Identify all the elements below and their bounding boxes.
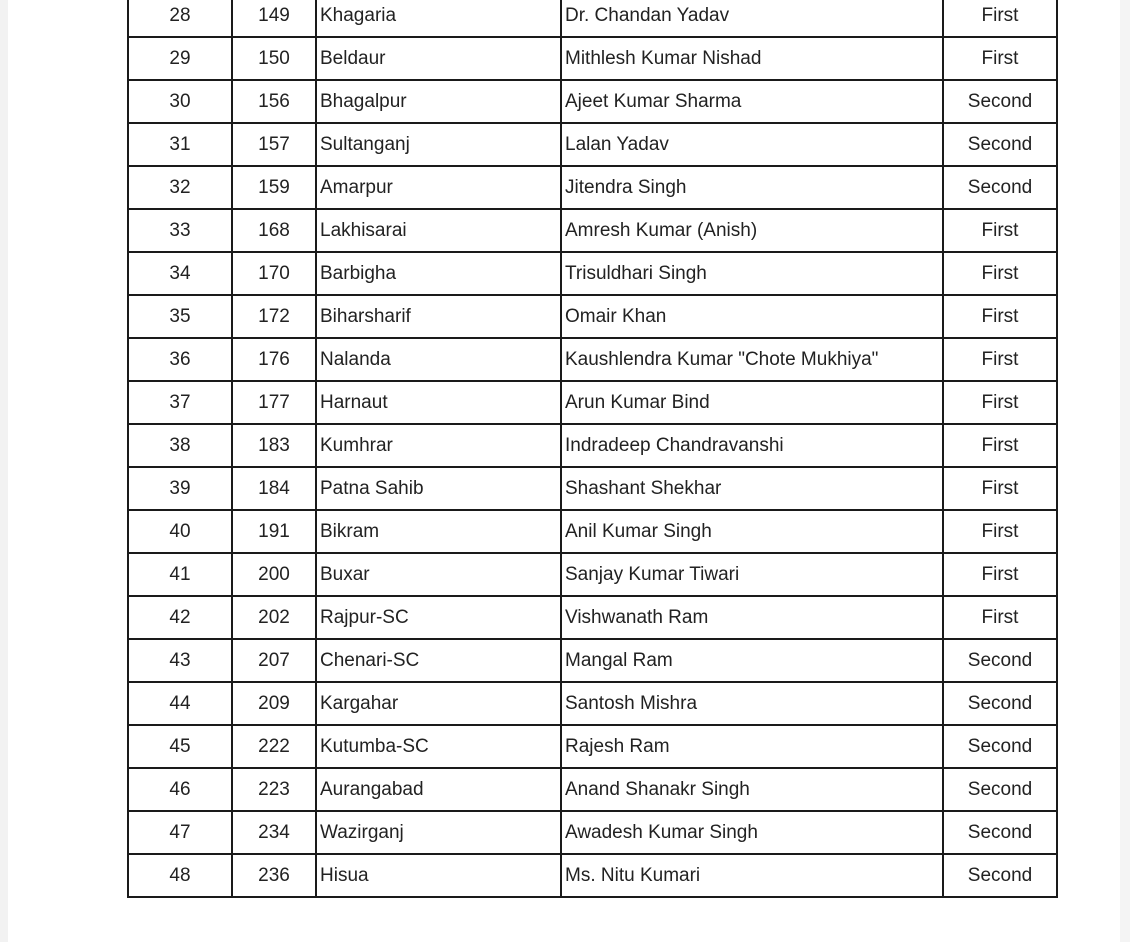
constituency-number-cell: 149: [232, 0, 316, 37]
candidate-name-cell: Sanjay Kumar Tiwari: [561, 553, 943, 596]
constituency-name-cell: Kargahar: [316, 682, 561, 725]
constituency-name-cell: Chenari-SC: [316, 639, 561, 682]
constituency-name-cell: Kumhrar: [316, 424, 561, 467]
table-body: [128, 0, 1057, 897]
serial-number-cell: 36: [128, 338, 232, 381]
candidate-name-cell: Anil Kumar Singh: [561, 510, 943, 553]
constituency-number-cell: 159: [232, 166, 316, 209]
table-row: [128, 166, 1057, 209]
phase-cell: First: [943, 424, 1057, 467]
constituency-number-cell: 223: [232, 768, 316, 811]
phase-cell: First: [943, 596, 1057, 639]
serial-number-cell: 37: [128, 381, 232, 424]
phase-cell: First: [943, 209, 1057, 252]
serial-number-cell: 46: [128, 768, 232, 811]
candidate-name-cell: Indradeep Chandravanshi: [561, 424, 943, 467]
constituency-name-cell: Patna Sahib: [316, 467, 561, 510]
phase-cell: Second: [943, 166, 1057, 209]
phase-cell: First: [943, 37, 1057, 80]
candidate-list-table: [127, 0, 1058, 898]
candidate-name-cell: Ms. Nitu Kumari: [561, 854, 943, 897]
phase-cell: First: [943, 295, 1057, 338]
constituency-number-cell: 157: [232, 123, 316, 166]
table-row: [128, 209, 1057, 252]
serial-number-cell: 41: [128, 553, 232, 596]
candidate-name-cell: Kaushlendra Kumar "Chote Mukhiya": [561, 338, 943, 381]
phase-cell: Second: [943, 682, 1057, 725]
table-row: [128, 811, 1057, 854]
constituency-name-cell: Aurangabad: [316, 768, 561, 811]
phase-cell: First: [943, 467, 1057, 510]
serial-number-cell: 34: [128, 252, 232, 295]
constituency-number-cell: 172: [232, 295, 316, 338]
table-row: [128, 596, 1057, 639]
constituency-number-cell: 209: [232, 682, 316, 725]
constituency-name-cell: Amarpur: [316, 166, 561, 209]
serial-number-cell: 33: [128, 209, 232, 252]
table-row: [128, 725, 1057, 768]
phase-cell: Second: [943, 80, 1057, 123]
phase-cell: First: [943, 381, 1057, 424]
constituency-name-cell: Harnaut: [316, 381, 561, 424]
constituency-name-cell: Barbigha: [316, 252, 561, 295]
serial-number-cell: 42: [128, 596, 232, 639]
phase-cell: Second: [943, 725, 1057, 768]
constituency-number-cell: 236: [232, 854, 316, 897]
candidate-name-cell: Dr. Chandan Yadav: [561, 0, 943, 37]
phase-cell: First: [943, 338, 1057, 381]
table-row: [128, 553, 1057, 596]
candidate-name-cell: Vishwanath Ram: [561, 596, 943, 639]
constituency-number-cell: 170: [232, 252, 316, 295]
constituency-name-cell: Nalanda: [316, 338, 561, 381]
table-row: [128, 768, 1057, 811]
table-row: [128, 510, 1057, 553]
candidate-name-cell: Amresh Kumar (Anish): [561, 209, 943, 252]
serial-number-cell: 48: [128, 854, 232, 897]
constituency-name-cell: Kutumba-SC: [316, 725, 561, 768]
constituency-name-cell: Buxar: [316, 553, 561, 596]
phase-cell: Second: [943, 811, 1057, 854]
page-edge-left: [0, 0, 8, 942]
constituency-number-cell: 168: [232, 209, 316, 252]
candidate-name-cell: Rajesh Ram: [561, 725, 943, 768]
constituency-number-cell: 200: [232, 553, 316, 596]
constituency-name-cell: Sultanganj: [316, 123, 561, 166]
table-row: [128, 252, 1057, 295]
constituency-number-cell: 191: [232, 510, 316, 553]
candidate-name-cell: Anand Shanakr Singh: [561, 768, 943, 811]
constituency-name-cell: Lakhisarai: [316, 209, 561, 252]
serial-number-cell: 45: [128, 725, 232, 768]
serial-number-cell: 38: [128, 424, 232, 467]
constituency-number-cell: 150: [232, 37, 316, 80]
phase-cell: First: [943, 0, 1057, 37]
constituency-number-cell: 156: [232, 80, 316, 123]
serial-number-cell: 30: [128, 80, 232, 123]
constituency-name-cell: Biharsharif: [316, 295, 561, 338]
page-edge-right: [1120, 0, 1130, 942]
constituency-name-cell: Wazirganj: [316, 811, 561, 854]
table-row: [128, 854, 1057, 897]
constituency-name-cell: Beldaur: [316, 37, 561, 80]
constituency-name-cell: Bhagalpur: [316, 80, 561, 123]
serial-number-cell: 39: [128, 467, 232, 510]
table-row: [128, 639, 1057, 682]
constituency-number-cell: 222: [232, 725, 316, 768]
constituency-name-cell: Bikram: [316, 510, 561, 553]
serial-number-cell: 31: [128, 123, 232, 166]
table-row: [128, 338, 1057, 381]
serial-number-cell: 35: [128, 295, 232, 338]
constituency-name-cell: Rajpur-SC: [316, 596, 561, 639]
table-row: [128, 80, 1057, 123]
candidate-name-cell: Mangal Ram: [561, 639, 943, 682]
table-row: [128, 0, 1057, 37]
candidate-name-cell: Jitendra Singh: [561, 166, 943, 209]
candidate-name-cell: Lalan Yadav: [561, 123, 943, 166]
candidate-name-cell: Shashant Shekhar: [561, 467, 943, 510]
table-row: [128, 467, 1057, 510]
serial-number-cell: 40: [128, 510, 232, 553]
table-row: [128, 424, 1057, 467]
candidate-name-cell: Trisuldhari Singh: [561, 252, 943, 295]
phase-cell: First: [943, 252, 1057, 295]
constituency-number-cell: 176: [232, 338, 316, 381]
candidate-name-cell: Omair Khan: [561, 295, 943, 338]
candidate-name-cell: Mithlesh Kumar Nishad: [561, 37, 943, 80]
table-row: [128, 682, 1057, 725]
serial-number-cell: 47: [128, 811, 232, 854]
table-row: [128, 381, 1057, 424]
serial-number-cell: 44: [128, 682, 232, 725]
candidate-name-cell: Arun Kumar Bind: [561, 381, 943, 424]
phase-cell: First: [943, 510, 1057, 553]
phase-cell: First: [943, 553, 1057, 596]
constituency-number-cell: 177: [232, 381, 316, 424]
constituency-number-cell: 207: [232, 639, 316, 682]
phase-cell: Second: [943, 768, 1057, 811]
serial-number-cell: 29: [128, 37, 232, 80]
candidate-name-cell: Awadesh Kumar Singh: [561, 811, 943, 854]
constituency-number-cell: 234: [232, 811, 316, 854]
constituency-name-cell: Khagaria: [316, 0, 561, 37]
table-row: [128, 37, 1057, 80]
candidate-name-cell: Santosh Mishra: [561, 682, 943, 725]
serial-number-cell: 32: [128, 166, 232, 209]
constituency-number-cell: 202: [232, 596, 316, 639]
candidate-name-cell: Ajeet Kumar Sharma: [561, 80, 943, 123]
serial-number-cell: 28: [128, 0, 232, 37]
serial-number-cell: 43: [128, 639, 232, 682]
phase-cell: Second: [943, 854, 1057, 897]
table-row: [128, 123, 1057, 166]
table-row: [128, 295, 1057, 338]
constituency-name-cell: Hisua: [316, 854, 561, 897]
constituency-number-cell: 183: [232, 424, 316, 467]
phase-cell: Second: [943, 123, 1057, 166]
constituency-number-cell: 184: [232, 467, 316, 510]
phase-cell: Second: [943, 639, 1057, 682]
